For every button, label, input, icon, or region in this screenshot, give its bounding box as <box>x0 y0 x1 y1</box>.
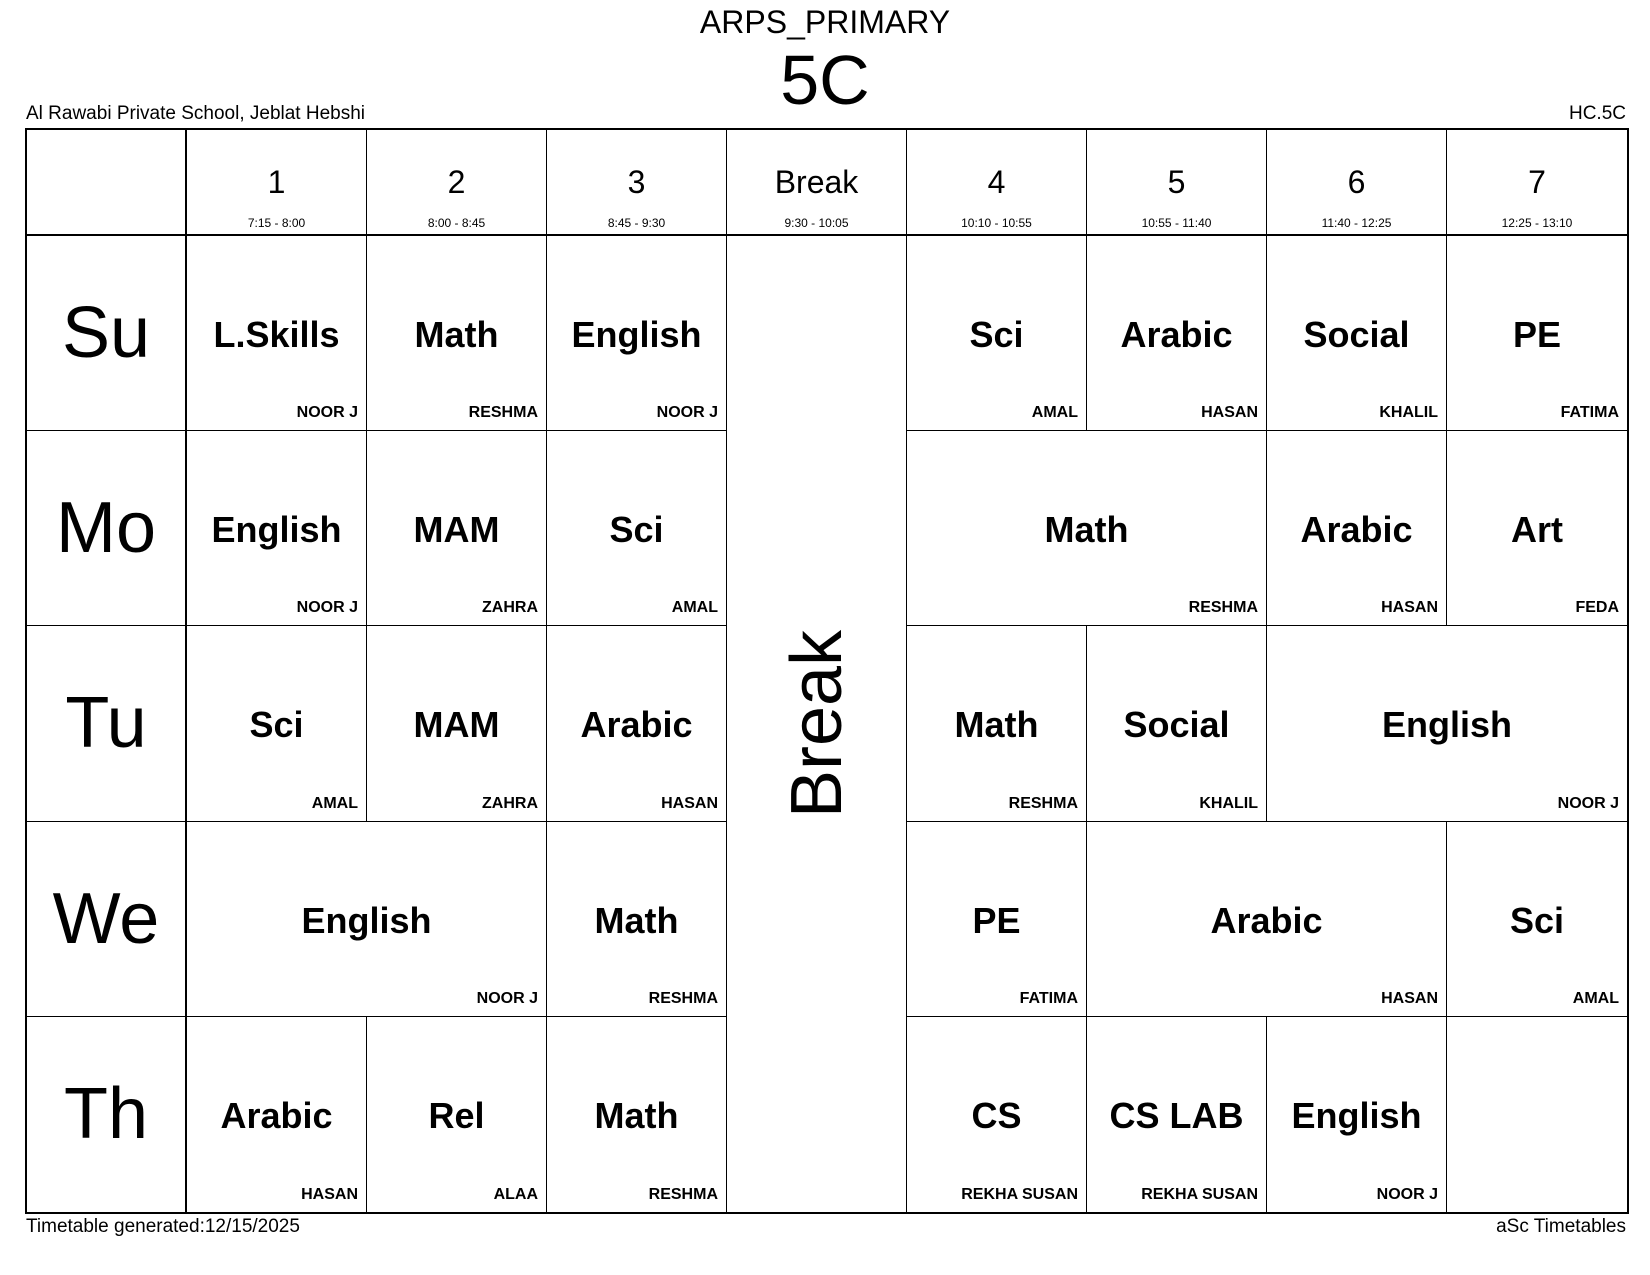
period-header <box>907 130 1087 236</box>
lesson-subject: Social <box>1123 704 1230 746</box>
lesson-cell <box>907 431 1267 626</box>
lesson-subject: Math <box>594 899 679 941</box>
lesson-cell <box>1447 236 1627 431</box>
lesson-cell <box>1087 236 1267 431</box>
lesson-cell <box>187 236 367 431</box>
period-header <box>187 130 367 236</box>
lesson-teacher: REKHA SUSAN <box>1141 1185 1258 1203</box>
lesson-subject: Sci <box>1509 899 1565 941</box>
lesson-teacher: ZAHRA <box>482 794 538 812</box>
lesson-cell <box>1267 236 1447 431</box>
lesson-subject: English <box>211 509 342 551</box>
lesson-cell <box>187 431 367 626</box>
lesson-teacher: RESHMA <box>1008 794 1078 812</box>
lesson-teacher: KHALIL <box>1379 404 1438 422</box>
timetable-grid <box>25 128 1629 1214</box>
period-time: 9:30 - 10:05 <box>784 216 849 230</box>
period-header <box>1447 130 1627 236</box>
software-credit: aSc Timetables <box>1496 1216 1626 1237</box>
lesson-subject: English <box>571 314 702 355</box>
timetable-school-title: ARPS_PRIMARY <box>699 4 951 40</box>
period-number: 2 <box>447 164 466 200</box>
period-time: 11:40 - 12:25 <box>1321 216 1392 230</box>
lesson-cell <box>547 431 727 626</box>
day-label-cell <box>27 236 187 431</box>
lesson-subject: PE <box>1512 314 1562 355</box>
lesson-subject: Rel <box>428 1094 485 1136</box>
lesson-teacher: RESHMA <box>1188 599 1258 617</box>
lesson-subject: Math <box>954 704 1039 746</box>
day-label-cell <box>27 431 187 626</box>
lesson-teacher: AMAL <box>1572 989 1619 1007</box>
period-number: 1 <box>267 164 286 200</box>
day-label-cell <box>27 626 187 821</box>
lesson-subject: PE <box>972 899 1021 941</box>
lesson-cell <box>907 822 1087 1017</box>
lesson-subject: Arabic <box>1120 314 1233 355</box>
lesson-subject: Sci <box>609 509 664 551</box>
day-label-cell <box>27 822 187 1017</box>
lesson-teacher: HASAN <box>1201 404 1258 422</box>
lesson-cell <box>1267 626 1627 821</box>
period-header <box>367 130 547 236</box>
lesson-subject: Social <box>1303 314 1410 355</box>
corner-cell <box>27 130 187 236</box>
lesson-teacher: AMAL <box>311 794 358 812</box>
lesson-cell <box>547 236 727 431</box>
lesson-cell <box>907 626 1087 821</box>
lesson-cell <box>187 1017 367 1212</box>
lesson-teacher: RESHMA <box>468 404 538 422</box>
lesson-subject: Math <box>414 314 499 355</box>
lesson-teacher: FEDA <box>1575 599 1619 617</box>
lesson-subject: Arabic <box>580 704 693 746</box>
period-number: 5 <box>1167 164 1186 200</box>
break-cell <box>727 236 907 1212</box>
lesson-subject: English <box>301 899 432 941</box>
lesson-cell <box>1447 431 1627 626</box>
day-label: We <box>52 878 160 959</box>
lesson-teacher: NOOR J <box>476 989 538 1007</box>
period-number: Break <box>774 164 859 200</box>
lesson-teacher: RESHMA <box>648 989 718 1007</box>
lesson-subject: MAM <box>413 509 500 551</box>
lesson-cell <box>907 1017 1087 1212</box>
lesson-teacher: KHALIL <box>1199 794 1258 812</box>
lesson-teacher: NOOR J <box>296 599 358 617</box>
break-label: Break <box>776 629 857 819</box>
lesson-cell <box>547 626 727 821</box>
lesson-cell <box>1267 431 1447 626</box>
lesson-subject: Sci <box>249 704 304 746</box>
day-label: Su <box>61 293 151 374</box>
lesson-subject: Art <box>1511 509 1563 551</box>
lesson-subject: CS <box>971 1094 1022 1136</box>
period-header <box>727 130 907 236</box>
period-number: 6 <box>1347 164 1366 200</box>
empty-lesson-cell <box>1447 1017 1627 1212</box>
lesson-teacher: FATIMA <box>1019 989 1078 1007</box>
period-number: 7 <box>1528 164 1546 200</box>
lesson-subject: Sci <box>969 314 1024 355</box>
lesson-cell <box>1087 626 1267 821</box>
lesson-subject: Math <box>594 1094 679 1136</box>
period-time: 12:25 - 13:10 <box>1501 216 1573 230</box>
period-time: 7:15 - 8:00 <box>247 216 306 230</box>
day-label: Mo <box>55 488 157 569</box>
lesson-cell <box>547 822 727 1017</box>
lesson-subject: CS LAB <box>1109 1094 1244 1136</box>
period-time: 10:55 - 11:40 <box>1141 216 1212 230</box>
lesson-teacher: HASAN <box>1381 599 1438 617</box>
lesson-cell <box>1087 1017 1267 1212</box>
class-code: HC.5C <box>1568 103 1626 124</box>
lesson-cell <box>1447 822 1627 1017</box>
period-time: 8:00 - 8:45 <box>427 216 486 230</box>
lesson-teacher: NOOR J <box>296 404 358 422</box>
period-time: 10:10 - 10:55 <box>961 216 1032 230</box>
period-time: 8:45 - 9:30 <box>607 216 666 230</box>
lesson-subject: MAM <box>413 704 500 746</box>
lesson-teacher: REKHA SUSAN <box>961 1185 1078 1203</box>
lesson-cell <box>187 822 547 1017</box>
period-number: 4 <box>987 164 1006 200</box>
school-full-name: Al Rawabi Private School, Jeblat Hebshi <box>26 103 366 124</box>
lesson-teacher: NOOR J <box>1557 794 1619 812</box>
lesson-subject: English <box>1381 704 1512 746</box>
lesson-teacher: RESHMA <box>648 1185 718 1203</box>
lesson-teacher: AMAL <box>1031 404 1078 422</box>
lesson-subject: Arabic <box>1210 899 1323 941</box>
lesson-subject: Math <box>1044 509 1129 551</box>
period-header <box>1087 130 1267 236</box>
lesson-cell <box>187 626 367 821</box>
class-title: 5C <box>780 41 870 119</box>
day-label: Tu <box>65 683 147 764</box>
lesson-cell <box>547 1017 727 1212</box>
lesson-subject: Arabic <box>1300 509 1413 551</box>
lesson-teacher: HASAN <box>301 1185 358 1203</box>
lesson-teacher: FATIMA <box>1560 404 1619 422</box>
lesson-subject: English <box>1291 1094 1422 1136</box>
period-number: 3 <box>627 164 646 200</box>
lesson-cell <box>367 1017 547 1212</box>
day-label-cell <box>27 1017 187 1212</box>
lesson-cell <box>367 236 547 431</box>
lesson-teacher: HASAN <box>661 794 718 812</box>
lesson-cell <box>1087 822 1447 1017</box>
lesson-subject: Arabic <box>220 1094 333 1136</box>
lesson-cell <box>1267 1017 1447 1212</box>
period-header <box>547 130 727 236</box>
lesson-cell <box>907 236 1087 431</box>
day-label: Th <box>63 1074 149 1155</box>
period-header <box>1267 130 1447 236</box>
lesson-teacher: NOOR J <box>656 404 718 422</box>
lesson-cell <box>367 431 547 626</box>
lesson-teacher: AMAL <box>671 599 718 617</box>
lesson-teacher: NOOR J <box>1376 1185 1438 1203</box>
lesson-teacher: HASAN <box>1381 989 1438 1007</box>
lesson-teacher: ZAHRA <box>482 599 538 617</box>
lesson-subject: L.Skills <box>213 314 340 355</box>
lesson-cell <box>367 626 547 821</box>
lesson-teacher: ALAA <box>493 1185 538 1203</box>
generated-date: Timetable generated:12/15/2025 <box>26 1216 300 1237</box>
